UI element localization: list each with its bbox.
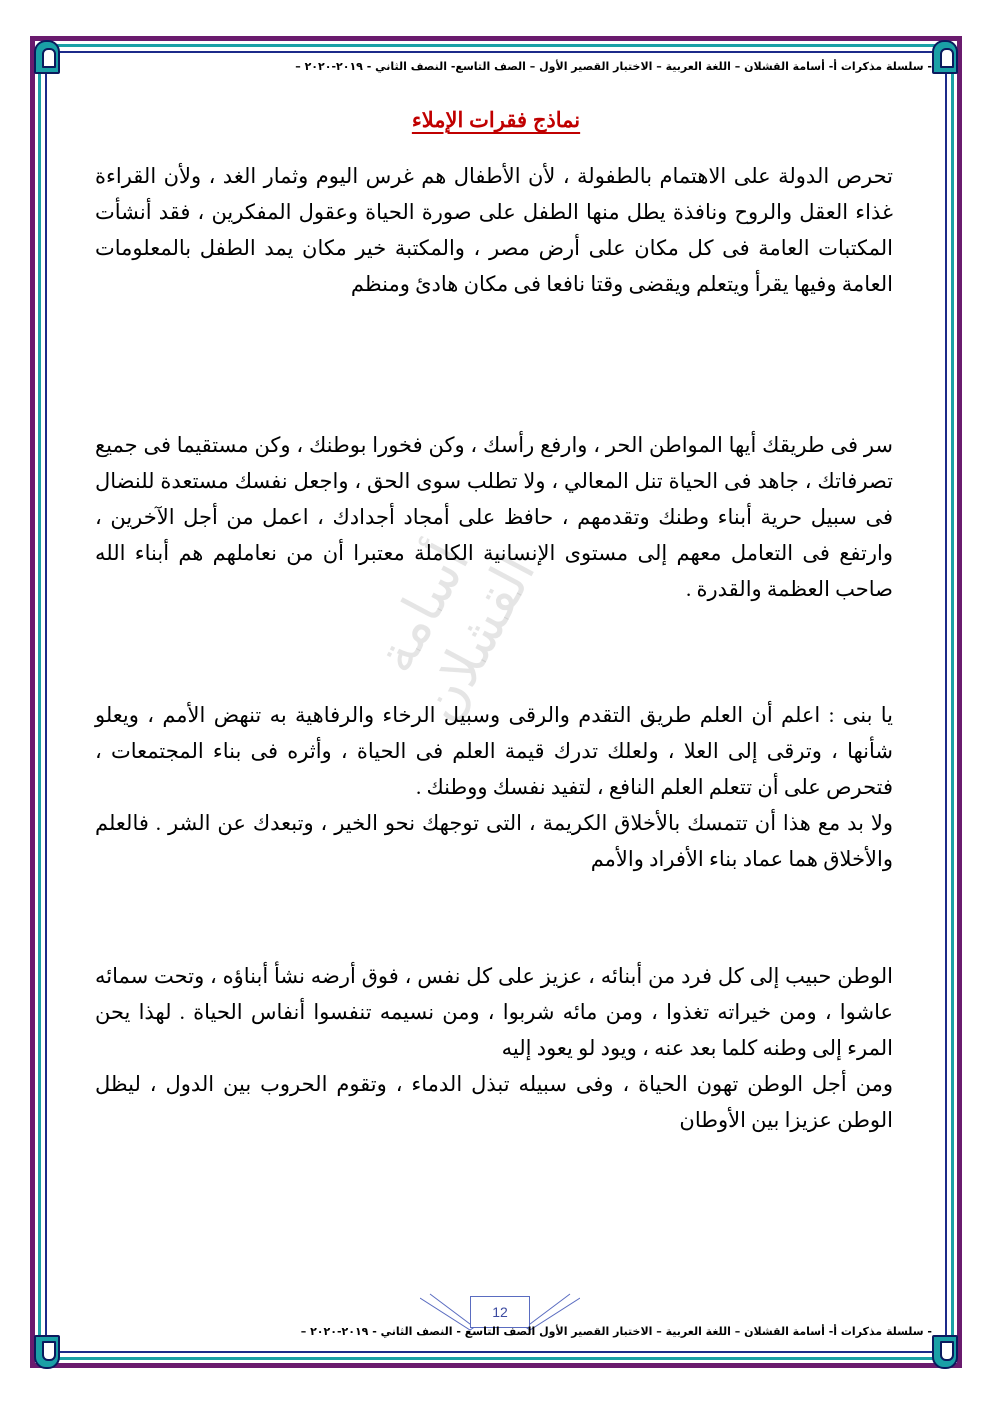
paragraph-line: تحرص الدولة على الاهتمام بالطفولة ، لأن الأطفال هم غرس اليوم وثمار الغد ، ولأن القراءة غذاء العقل والروح ونافذة يطل منها الطفل على صورة الحياة وعقول المفكرين ، فقد أنشأت المكتبات العامة فى كل مكان على أرض مصر ، والمكتبة خير مكان يمد الطفل بالمعلومات العامة وفيها يقرأ ويتعلم ويقضى وقتا نافعا فى مكان هادئ ومنظم — [95, 164, 893, 296]
corner-ornament-icon — [34, 1335, 60, 1369]
page-title-text: نماذج فقرات الإملاء — [411, 109, 581, 132]
page-number: 12 — [470, 1296, 530, 1328]
dictation-paragraph-3 — [95, 697, 893, 877]
corner-ornament-icon — [932, 40, 958, 74]
watermark: أسامة القشلان — [362, 534, 548, 732]
paragraph-line: سر فى طريقك أيها المواطن الحر ، وارفع رأسك ، وكن فخورا بوطنك ، وكن مستقيما فى جميع تصرفاتك ، جاهد فى الحياة تنل المعالي ، ولا تطلب سوى الحق ، واجعل نفسك مستعدة للنضال فى سبيل حرية أبناء وطنك وتقدمهم ، حافظ على أمجاد أجدادك ، اعمل من أجل الآخرين ، وارتفع فى التعامل معهم إلى مستوى الإنسانية الكاملة معتبرا أن من نعاملهم هم أبناء الله صاحب العظمة والقدرة . — [95, 433, 893, 601]
page-title — [0, 108, 992, 133]
paragraph-line: الوطن حبيب إلى كل فرد من أبنائه ، عزيز على كل نفس ، فوق أرضه نشأ أبناؤه ، وتحت سمائه عاشوا ، ومن خيراته تغذوا ، ومن مائه شربوا ، ومن نسيمه تنفسوا أنفاس الحياة . لهذا يحن المرء إلى وطنه كلما بعد عنه ، ويود لو يعود إليه — [95, 964, 893, 1060]
paragraph-line: ولا بد مع هذا أن تتمسك بالأخلاق الكريمة ، التى توجهك نحو الخير ، وتبعدك عن الشر . فالعلم والأخلاق هما عماد بناء الأفراد والأمم — [95, 811, 893, 871]
corner-ornament-icon — [932, 1335, 958, 1369]
dictation-paragraph-1 — [95, 158, 893, 302]
paragraph-line: يا بنى : اعلم أن العلم طريق التقدم والرقى وسبيل الرخاء والرفاهية به تنهض الأمم ، ويعلو شأنها ، وترقى إلى العلا ، ولعلك تدرك قيمة العلم فى الحياة ، وأثره فى بناء المجتمعات ، فتحرص على أن تتعلم العلم النافع ، لتفيد نفسك ووطنك . — [95, 703, 893, 799]
dictation-paragraph-4 — [95, 958, 893, 1138]
dictation-paragraph-2 — [95, 427, 893, 607]
page-header: - سلسلة مذكرات أ- أسامة القشلان – اللغة العربية – الاختبار القصير الأول – الصف التاسع- النصف الثاني - ٢٠١٩-٢٠٢٠ – — [295, 60, 932, 73]
corner-ornament-icon — [34, 40, 60, 74]
page-footer: - سلسلة مذكرات أ- أسامة القشلان – اللغة العربية – الاختبار القصير الأول الصف التاسع - النصف الثاني - ٢٠١٩-٢٠٢٠ – — [300, 1325, 932, 1338]
paragraph-line: ومن أجل الوطن تهون الحياة ، وفى سبيله تبذل الدماء ، وتقوم الحروب بين الدول ، ليظل الوطن عزيزا بين الأوطان — [95, 1072, 893, 1132]
